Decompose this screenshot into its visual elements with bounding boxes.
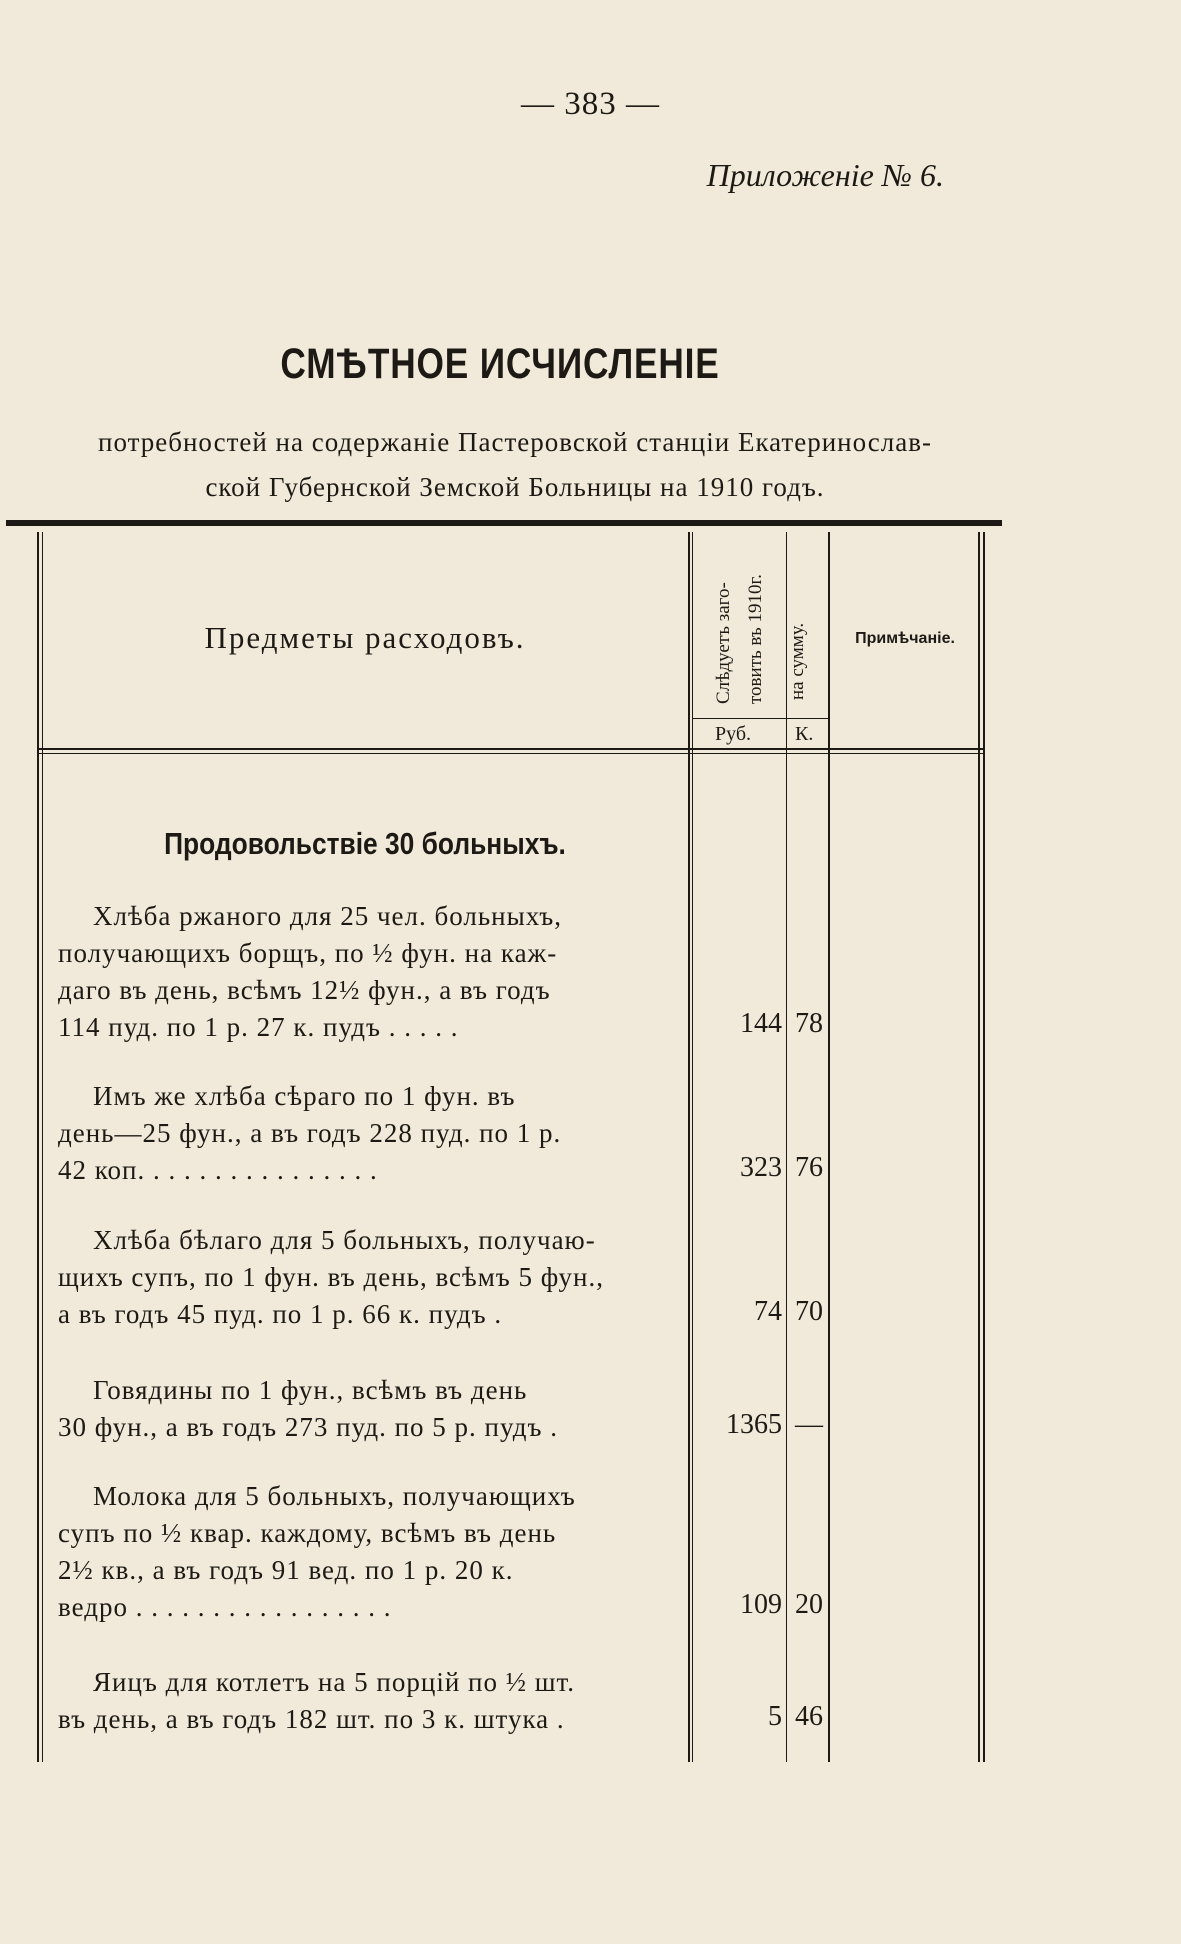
amount-kop: 20 (795, 1589, 823, 1620)
amount-kop: 46 (795, 1701, 823, 1732)
item-text-line: получающихъ борщъ, по ½ фун. на каж- (58, 938, 558, 968)
item-text-line: 2½ кв., а въ годъ 91 вед. по 1 р. 20 к. (58, 1555, 514, 1585)
subtitle-line-1: потребностей на содержаніе Пастеровской станціи Екатеринослав- (98, 427, 932, 457)
table-row (58, 1222, 678, 1333)
item-text-line: Говядины по 1 фун., всѣмъ въ день (93, 1375, 528, 1405)
item-text-line: Яицъ для котлетъ на 5 порцій по ½ шт. (93, 1667, 576, 1697)
table-row (58, 898, 678, 1046)
amount-rub: 5 (768, 1701, 782, 1732)
item-text-line: супъ по ½ квар. каждому, всѣмъ въ день (58, 1518, 557, 1548)
unit-row-line (692, 718, 828, 719)
column-header-sum-line1: Слѣдуетъ заго- (713, 582, 734, 704)
document-title: СМѢТНОЕ ИСЧИСЛЕНІЕ (280, 340, 720, 388)
table-left-border (37, 532, 39, 1762)
item-text-line: ведро . . . . . . . . . . . . . . . . . (58, 1592, 392, 1622)
item-text-line: Имъ же хлѣба сѣраго по 1 фун. въ (93, 1081, 516, 1111)
item-text-line: 30 фун., а въ годъ 273 пуд. по 5 р. пудъ . (58, 1412, 558, 1442)
amount-rub: 144 (740, 1008, 782, 1039)
column-header-items: Предметы расходовъ. (204, 620, 526, 655)
amount-kop: 78 (795, 1008, 823, 1039)
top-rule (6, 520, 1002, 526)
amount-kop: 70 (795, 1296, 823, 1327)
section-title: Продовольствіе 30 больныхъ. (164, 826, 566, 861)
item-text-line: Молока для 5 больныхъ, получающихъ (93, 1481, 576, 1511)
table-left-border-inner (42, 532, 43, 1762)
header-bottom-line-2 (37, 753, 985, 754)
table-right-border (978, 532, 980, 1762)
item-text-line: а въ годъ 45 пуд. по 1 р. 66 к. пудъ . (58, 1299, 503, 1329)
amount-rub: 109 (740, 1589, 782, 1620)
page-number: — 383 — (521, 86, 660, 122)
column-header-sum-line3: на сумму. (787, 622, 808, 700)
unit-kop: К. (795, 723, 814, 745)
column-header-sum-line2: товить въ 1910г. (745, 574, 766, 704)
item-text-line: щихъ супъ, по 1 фун. въ день, всѣмъ 5 фун., (58, 1262, 605, 1292)
item-text-line: Хлѣба ржаного для 25 чел. больныхъ, (93, 901, 562, 931)
table-right-border-outer (983, 532, 985, 1762)
item-text-line: 42 коп. . . . . . . . . . . . . . . . (58, 1155, 378, 1185)
subtitle-line-2: ской Губернской Земской Больницы на 1910 годъ. (205, 472, 825, 502)
document-subtitle (40, 420, 990, 510)
amount-kop: — (795, 1409, 823, 1440)
table-row (58, 1664, 678, 1738)
amount-rub: 323 (740, 1152, 782, 1183)
appendix-label: Приложеніе № 6. (706, 157, 944, 193)
amount-rub: 74 (754, 1296, 782, 1327)
amount-kop: 76 (795, 1152, 823, 1183)
col-divider-rub (786, 532, 787, 1762)
item-text-line: Хлѣба бѣлаго для 5 больныхъ, получаю- (93, 1225, 596, 1255)
unit-rub: Руб. (715, 723, 752, 745)
table-row (58, 1078, 678, 1189)
amount-rub: 1365 (726, 1409, 782, 1440)
item-text-line: день—25 фун., а въ годъ 228 пуд. по 1 р. (58, 1118, 562, 1148)
item-text-line: 114 пуд. по 1 р. 27 к. пудъ . . . . . (58, 1012, 459, 1042)
col-divider-items (688, 532, 690, 1762)
table-row (58, 1478, 678, 1626)
item-text-line: въ день, а въ годъ 182 шт. по 3 к. штука . (58, 1704, 565, 1734)
column-header-note: Примѣчаніе. (855, 630, 955, 647)
col-divider-kop (828, 532, 830, 1762)
col-divider-items-inner (692, 532, 693, 1762)
item-text-line: даго въ день, всѣмъ 12½ фун., а въ годъ (58, 975, 551, 1005)
table-row (58, 1372, 678, 1446)
header-bottom-line (37, 748, 985, 750)
